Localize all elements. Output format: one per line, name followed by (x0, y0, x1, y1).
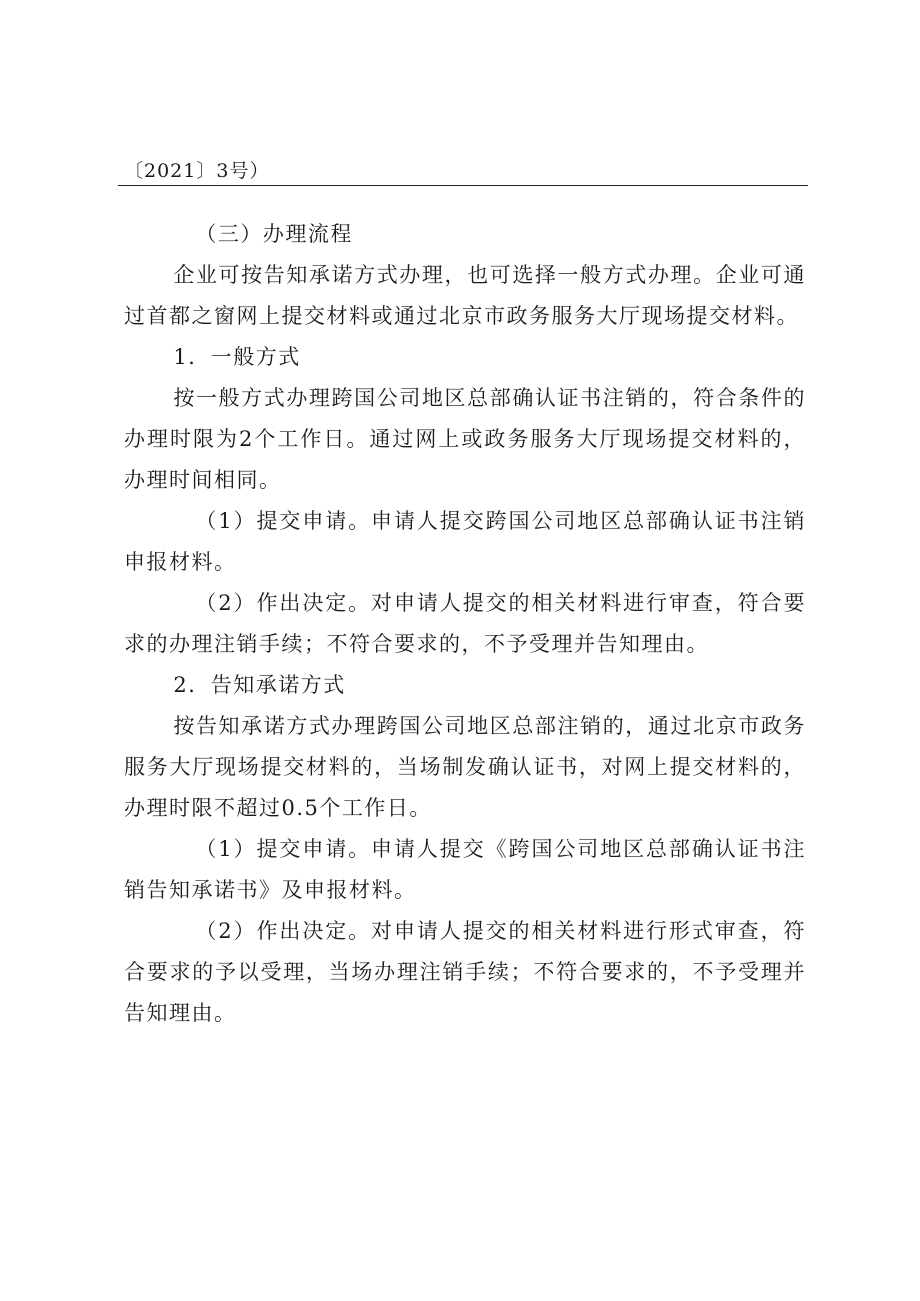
section-heading: （三）办理流程 (195, 222, 353, 246)
section-intro-paragraph: 企业可按告知承诺方式办理，也可选择一般方式办理。企业可通过首都之窗网上提交材料或通过北京市政务服务大厅现场提交材料。 (124, 263, 806, 328)
notification-method-step-2: （2）作出决定。对申请人提交的相关材料进行形式审查，符合要求的予以受理，当场办理注销手续；不符合要求的，不予受理并告知理由。 (124, 919, 806, 1025)
header-divider (118, 185, 808, 186)
document-reference-number: 〔2021〕3号） (124, 160, 270, 182)
general-method-step-2: （2）作出决定。对申请人提交的相关材料进行审查，符合要求的办理注销手续；不符合要求的，不予受理并告知理由。 (124, 591, 806, 656)
notification-method-description: 按告知承诺方式办理跨国公司地区总部注销的，通过北京市政务服务大厅现场提交材料的，当场制发确认证书，对网上提交材料的，办理时限不超过0.5个工作日。 (124, 714, 806, 820)
general-method-description: 按一般方式办理跨国公司地区总部确认证书注销的，符合条件的办理时限为2个工作日。通过网上或政务服务大厅现场提交材料的，办理时间相同。 (124, 386, 806, 492)
notification-method-step-1: （1）提交申请。申请人提交《跨国公司地区总部确认证书注销告知承诺书》及申报材料。 (124, 837, 806, 902)
document-body (124, 214, 806, 1034)
notification-method-heading: 2．告知承诺方式 (173, 673, 346, 697)
general-method-heading: 1．一般方式 (173, 345, 301, 369)
general-method-step-1: （1）提交申请。申请人提交跨国公司地区总部确认证书注销申报材料。 (124, 509, 806, 574)
